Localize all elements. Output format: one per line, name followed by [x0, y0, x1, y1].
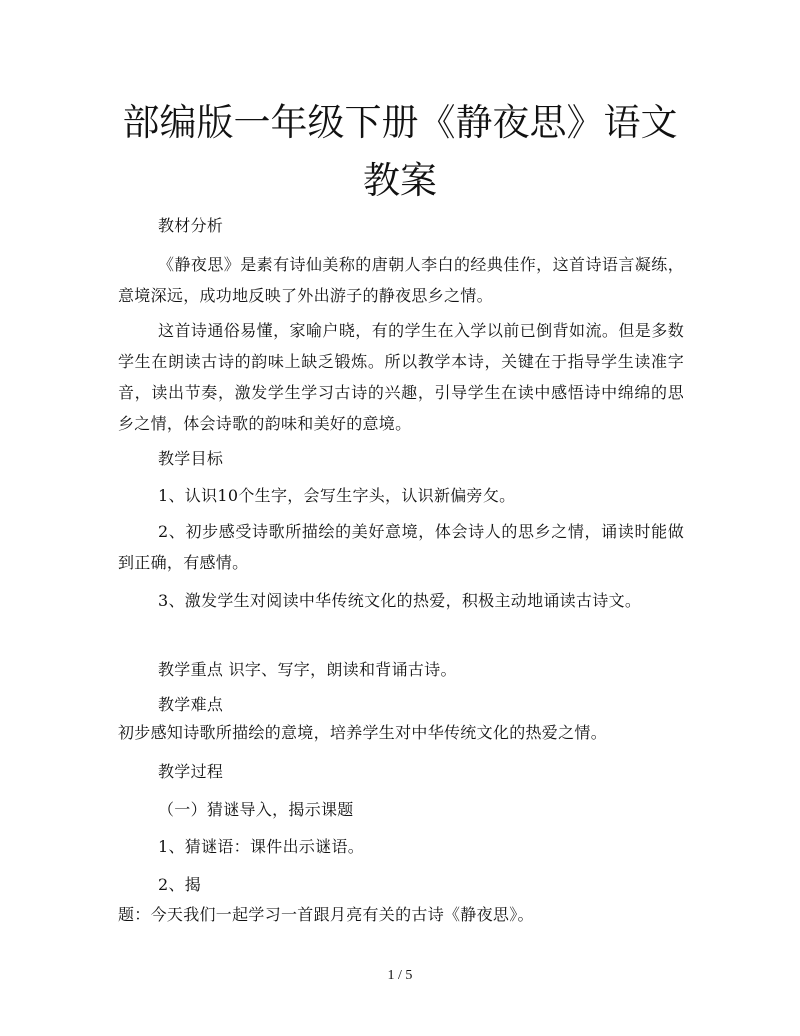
section-heading-material-analysis: 教材分析 — [158, 216, 224, 235]
goal-item-3: 3、激发学生对阅读中华传统文化的热爱，积极主动地诵读古诗文。 — [158, 591, 642, 610]
paragraph-material-2: 这首诗通俗易懂，家喻户晓，有的学生在入学以前已倒背如流。但是多数学生在朗读古诗的韵味上缺乏锻炼。所以教学本诗，关键在于指导学生读准字音，读出节奏，激发学生学习古诗的兴趣，引导学生在读中感悟诗中绵绵的思乡之情，体会诗歌的韵味和美好的意境。 — [118, 321, 684, 433]
paragraph-material-1: 《静夜思》是素有诗仙美称的唐朝人李白的经典佳作，这首诗语言凝练，意境深远，成功地反映了外出游子的静夜思乡之情。 — [118, 255, 684, 305]
document-title: 部编版一年级下册《静夜思》语文教案 — [122, 101, 678, 202]
teaching-difficulty-text: 初步感知诗歌所描绘的意境，培养学生对中华传统文化的热爱之情。 — [118, 723, 608, 742]
goal-item-1: 1、认识10个生字，会写生字头，认识新偏旁攵。 — [158, 486, 516, 505]
process-step-heading: （一）猜谜导入，揭示课题 — [158, 800, 354, 819]
teaching-focus: 教学重点 识字、写字，朗读和背诵古诗。 — [158, 660, 457, 679]
process-step-1: 1、猜谜语：课件出示谜语。 — [158, 837, 365, 856]
goal-item-2: 2、初步感受诗歌所描绘的美好意境，体会诗人的思乡之情，诵读时能做到正确，有感情。 — [118, 522, 684, 572]
process-step-2-continued: 题：今天我们一起学习一首跟月亮有关的古诗《静夜思》。 — [118, 905, 534, 924]
section-heading-teaching-process: 教学过程 — [158, 762, 224, 781]
section-heading-teaching-goals: 教学目标 — [158, 449, 224, 468]
page-number: 1 / 5 — [387, 968, 413, 983]
process-step-2-start: 2、揭 — [158, 875, 202, 894]
section-heading-teaching-difficulty: 教学难点 — [158, 695, 224, 714]
